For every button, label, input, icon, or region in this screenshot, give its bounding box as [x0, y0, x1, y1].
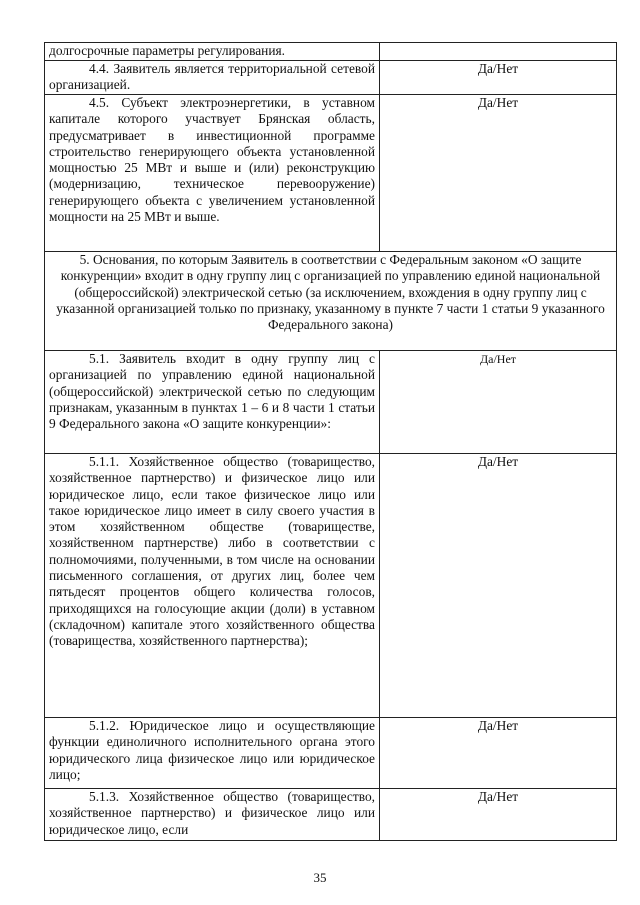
table-row [45, 718, 617, 789]
criterion-text: долгосрочные параметры регулирования. [45, 43, 380, 61]
answer-cell: Да/Нет [380, 789, 617, 841]
answer-cell: Да/Нет [380, 718, 617, 789]
answer-cell: Да/Нет [380, 351, 617, 454]
section-heading: 5. Основания, по которым Заявитель в соответствии с Федеральным законом «О защите конкуренции» входит в одну группу лиц с организацией по управлению единой национальной (общероссийской) электрической сетью (за исключением, вхождения в одну группу лиц с указанной организацией только по признаку, указанному в пункте 7 части 1 статьи 9 указанного Федерального закона) [45, 252, 617, 351]
section-heading-row [45, 252, 617, 351]
table-row [45, 789, 617, 841]
criterion-text: 4.4. Заявитель является территориальной сетевой организацией. [45, 61, 380, 95]
criterion-text: 5.1. Заявитель входит в одну группу лиц с организацией по управлению единой национальной (общероссийской) электрической сетью по следующим признакам, указанным в пунктах 1 – 6 и 8 части 1 статьи 9 Федерального закона «О защите конкуренции»: [45, 351, 380, 454]
table-row [45, 351, 617, 454]
table-row [45, 61, 617, 95]
table-row [45, 43, 617, 61]
page-number: 35 [313, 870, 327, 885]
criteria-table [44, 42, 617, 841]
answer-cell: Да/Нет [380, 61, 617, 95]
table-row [45, 454, 617, 718]
criterion-text-clip: 5.1.3. Хозяйственное общество (товарищество, хозяйственное партнерство) и физическое лицо или юридическое лицо, если [49, 789, 375, 837]
criterion-text: 4.5. Субъект электроэнергетики, в уставном капитале которого участвует Брянская область, предусматривает в инвестиционной программе строительство генерирующего объекта установленной мощностью 25 МВт и выше и (или) реконструкцию (модернизацию, техническое перевооружение) генерирующего объекта с увеличением установленной мощности на 25 МВт и выше. [45, 95, 380, 252]
answer-cell [380, 43, 617, 61]
criterion-text [45, 789, 380, 841]
answer-cell: Да/Нет [380, 95, 617, 252]
criterion-text: 5.1.1. Хозяйственное общество (товарищество, хозяйственное партнерство) и физическое лицо или юридическое лицо, если такое физическое лицо или такое юридическое лицо имеет в силу своего участия в этом хозяйственном обществе (товариществе, хозяйственном партнерстве) либо в соответствии с полномочиями, полученными, в том числе на основании письменного соглашения, от других лиц, более чем пятьдесят процентов общего количества голосов, приходящихся на голосующие акции (доли) в уставном (складочном) капитале этого хозяйственного общества (товарищества, хозяйственного партнерства); [45, 454, 380, 718]
answer-cell: Да/Нет [380, 454, 617, 718]
table-row [45, 95, 617, 252]
criterion-text: 5.1.2. Юридическое лицо и осуществляющие функции единоличного исполнительного органа этого юридического лица физическое лицо или юридическое лицо; [45, 718, 380, 789]
